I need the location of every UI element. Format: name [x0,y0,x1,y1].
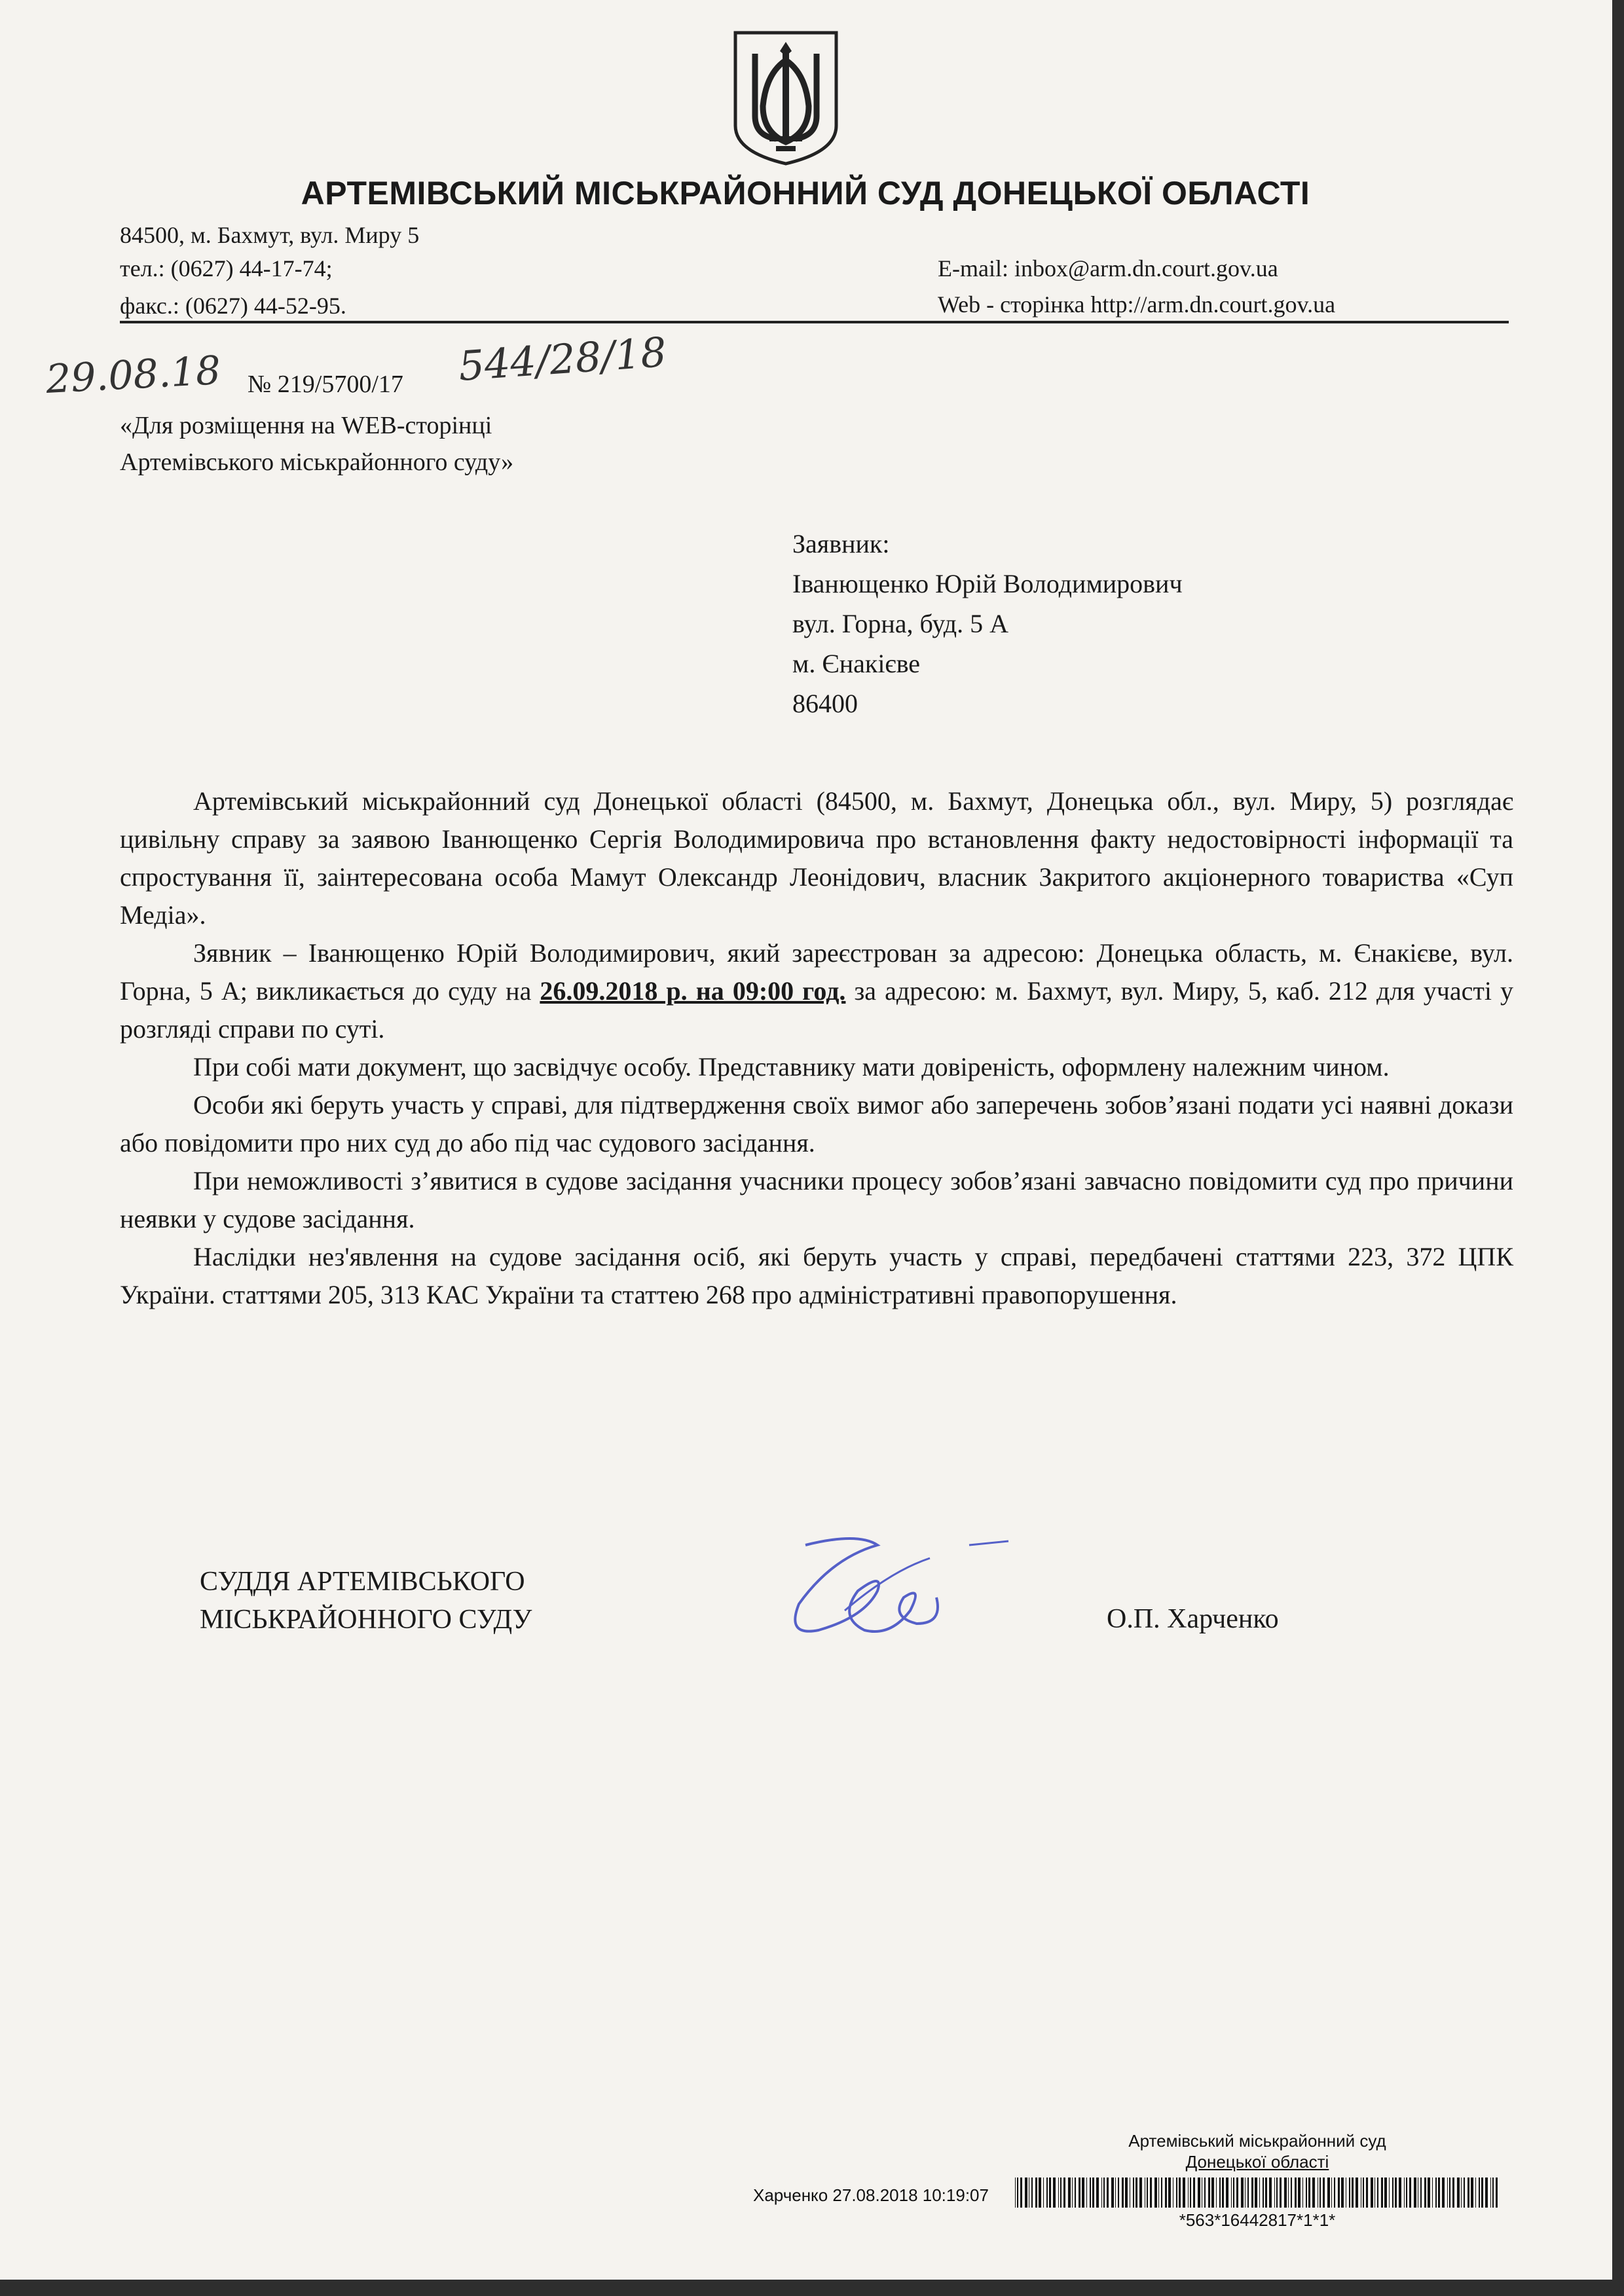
scan-edge-right [1612,0,1624,2296]
web-note-line: «Для розміщення на WEB-сторінці [120,412,492,439]
signatory-title-line: МІСЬКРАЙОННОГО СУДУ [200,1605,532,1635]
barcode-number: *563*16442817*1*1* [1179,2210,1336,2230]
signature-icon [779,1519,1028,1683]
addressee-postcode: 86400 [792,689,858,718]
body-paragraph: Особи які беруть участь у справі, для підтвердження своїх вимог або заперечень зобов’язані подати усі наявні докази або повідомити про них суд до або під час судового засідання. [120,1090,1513,1157]
body-paragraph: Наслідки нез'явлення на судове засідання осіб, які беруть участь у справі, передбачені статтями 223, 372 ЦПК України. статтями 205, 313 КАС України та статтею 268 про адміністративні правопорушення. [120,1242,1513,1309]
summons-text: Зявник – Іванющенко Юрій Володимирович, який зареєстрован за адресою: Донецька область, м. Єнакієве, вул. Горна, 5 А; викликається до суду на [120,938,1513,1006]
body-paragraph: При неможливості з’явитися в судове засідання учасники процесу зобов’язані завчасно повідомити суд про причини неявки у судове засідання. [120,1166,1513,1233]
addressee-label: Заявник: [792,529,890,558]
stamp-org-line: Артемівський міськрайонний суд [1128,2131,1386,2151]
court-name-heading: АРТЕМІВСЬКИЙ МІСЬКРАЙОННИЙ СУД ДОНЕЦЬКОЇ ОБЛАСТІ [301,175,1310,211]
handwritten-outgoing-number: 544/28/18 [456,328,669,390]
addressee-street: вул. Горна, буд. 5 А [792,609,1009,638]
addressee-name: Іванющенко Юрій Володимирович [792,569,1183,598]
handwritten-date: 29.08.18 [45,348,222,403]
court-fax: факс.: (0627) 44-52-95. [120,293,346,319]
scan-edge-bottom [0,2280,1624,2296]
hearing-datetime: 26.09.2018 р. на 09:00 год. [540,976,846,1006]
stamp-org-line: Донецької області [1185,2152,1329,2172]
addressee-city: м. Єнакієве [792,649,920,678]
coat-of-arms-icon [730,27,841,168]
registration-stamp-org [1087,2130,1428,2172]
court-address: 84500, м. Бахмут, вул. Миру 5 [120,222,420,248]
header-divider [120,321,1509,323]
web-note-line: Артемівського міськрайонного суду» [120,448,514,476]
body-paragraph: Артемівський міськрайонний суд Донецької області (84500, м. Бахмут, Донецька обл., вул. Миру, 5) розглядає цивільну справу за заявою Іванющенко Сергія Володимировича про встановлення факту недостовірності інформації та спростування її, заінтересована особа Мамут Олександр Леонідович, власник Закритого акціонерного товариства «Суп Медіа». [120,786,1513,930]
court-website: Web - сторінка http://arm.dn.court.gov.ua [938,291,1336,318]
signatory-title [200,1563,532,1639]
judge-name: О.П. Харченко [1107,1604,1279,1634]
case-number: № 219/5700/17 [248,371,403,398]
web-publication-note [120,407,513,481]
letter-body [120,782,1513,1314]
addressee-block [792,524,1183,723]
barcode-icon [1015,2178,1500,2208]
court-email: E-mail: inbox@arm.dn.court.gov.ua [938,255,1278,282]
court-phone: тел.: (0627) 44-17-74; [120,255,333,282]
signatory-title-line: СУДДЯ АРТЕМІВСЬКОГО [200,1567,525,1597]
body-paragraph [120,934,1513,1048]
registration-meta: Харченко 27.08.2018 10:19:07 [753,2185,989,2205]
body-paragraph: При собі мати документ, що засвідчує особу. Представнику мати довіреність, оформлену належним чином. [193,1052,1390,1082]
summons-location: за адресою: м. Бахмут, вул. Миру, 5, каб. 212 для участі у розгляді справи по суті. [120,976,1513,1044]
